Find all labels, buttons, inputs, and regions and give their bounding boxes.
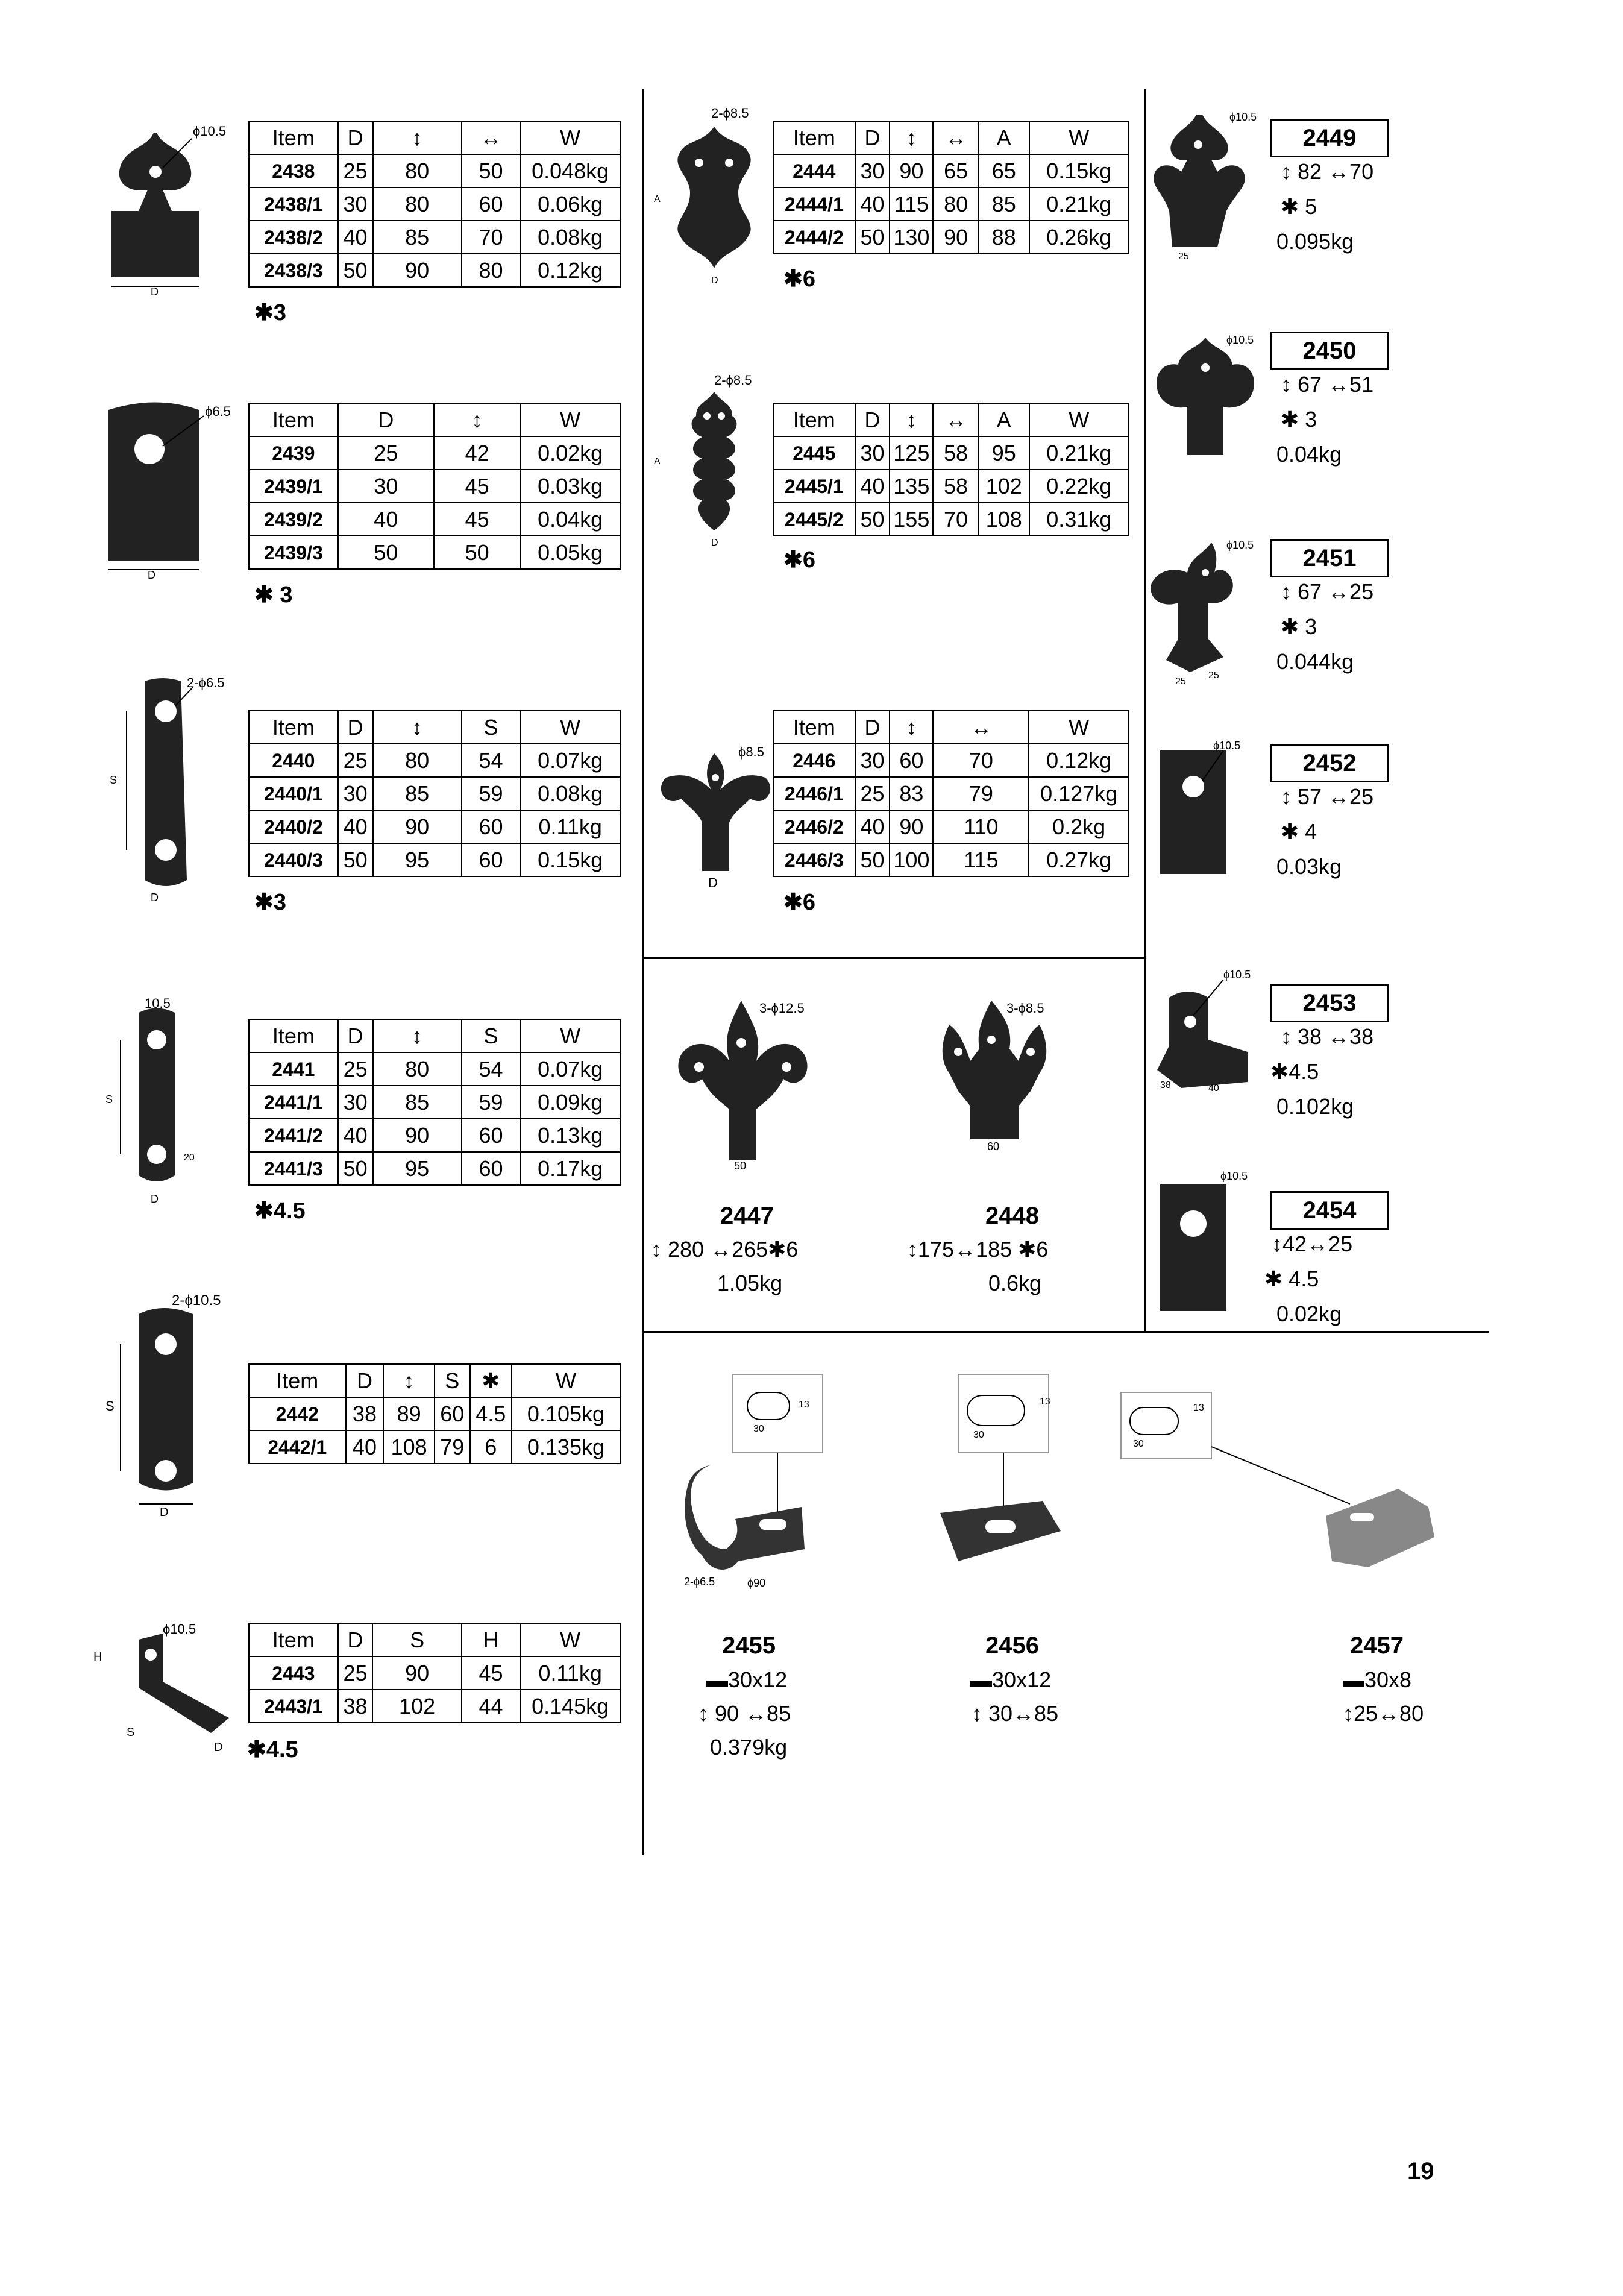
product-2450-image — [1145, 332, 1266, 470]
p2451-25b: 25 — [1208, 670, 1219, 681]
code-2453: 2453 — [1270, 984, 1389, 1022]
p2448-label: 3-ϕ8.5 — [1006, 1001, 1044, 1016]
code-2449: 2449 — [1270, 119, 1389, 157]
p2441-s: S — [105, 1093, 113, 1106]
product-2454-image — [1148, 1166, 1269, 1323]
table-row: 2441 25 80 54 0.07kg — [249, 1052, 620, 1086]
p2447-base: 50 — [734, 1160, 747, 1172]
spec-2450-dims: ↕ 67 ↔51 — [1281, 372, 1374, 397]
p2443-h: H — [93, 1650, 102, 1664]
table-row: 2439/2 40 45 0.04kg — [249, 503, 620, 536]
spec-2454-thick: ✱ 4.5 — [1264, 1266, 1319, 1291]
spec-2452-dims: ↕ 57 ↔25 — [1281, 784, 1374, 809]
code-2448: 2448 — [985, 1203, 1039, 1229]
table-row: 2446/3 50 100 115 0.27kg — [773, 843, 1129, 876]
p2445-a: A — [654, 456, 661, 467]
thickness-note-2446: ✱6 — [783, 890, 815, 915]
spec-2453-thick: ✱4.5 — [1270, 1059, 1319, 1084]
table-row: 2445/1 40 135 58 102 0.22kg — [773, 470, 1129, 503]
table-row: 2446/2 40 90 110 0.2kg — [773, 810, 1129, 843]
table-row: 2440/1 30 85 59 0.08kg — [249, 777, 620, 810]
product-2448-image — [916, 995, 1067, 1175]
spec-2456-dims: ↕ 30↔85 — [972, 1701, 1059, 1726]
spec-2453-weight: 0.102kg — [1276, 1094, 1354, 1119]
table-2439: Item D ↕ W 2439 25 42 0.02kg 2439/1 30 45 0.03kg 2439/2 40 45 0.04kg 2439/3 50 50 0.05kg — [248, 403, 621, 570]
p2455-slot-w: 30 — [753, 1424, 764, 1434]
p2443-s: S — [127, 1726, 135, 1739]
spec-2456-section: ▬30x12 — [970, 1667, 1052, 1692]
table-row: 2440/2 40 90 60 0.11kg — [249, 810, 620, 843]
table-row: 2444/2 50 130 90 88 0.26kg — [773, 221, 1129, 254]
product-2440-image — [102, 675, 247, 904]
spec-2449-weight: 0.095kg — [1276, 229, 1354, 254]
code-2452: 2452 — [1270, 744, 1389, 782]
p2440-s: S — [110, 774, 118, 786]
spec-2451-dims: ↕ 67 ↔25 — [1281, 579, 1374, 604]
spec-2450-weight: 0.04kg — [1276, 442, 1342, 467]
table-row: 2439 25 42 0.02kg — [249, 436, 620, 470]
divider-right — [1144, 89, 1146, 1332]
product-2453-image — [1145, 967, 1272, 1100]
table-row: 2445 30 125 58 95 0.21kg — [773, 436, 1129, 470]
table-row: 2445/2 50 155 70 108 0.31kg — [773, 503, 1129, 536]
product-2445-image — [654, 374, 774, 555]
code-2456: 2456 — [985, 1632, 1039, 1659]
thickness-note-2440: ✱3 — [254, 890, 286, 915]
spec-2449-dims: ↕ 82 ↔70 — [1281, 159, 1374, 184]
page-number: 19 — [1407, 2158, 1434, 2184]
p2439-label: ϕ6.5 — [205, 404, 231, 419]
thickness-note-2441: ✱4.5 — [254, 1198, 306, 1224]
p2443-label: ϕ10.5 — [163, 1621, 196, 1637]
spec-2447-dims: ↕ 280 ↔265✱6 — [651, 1237, 799, 1262]
table-row: 2442 38 89 60 4.5 0.105kg — [249, 1397, 620, 1430]
table-2442: Item D ↕ S ✱ W 2442 38 89 60 4.5 0.105kg 2442/1 40 108 79 6 0.135kg — [248, 1363, 621, 1464]
p2457-slot-h: 13 — [1193, 1403, 1204, 1413]
spec-2455-weight: 0.379kg — [710, 1735, 788, 1760]
p2455-slot-h: 13 — [799, 1400, 809, 1410]
p2442-label: 2-ϕ10.5 — [172, 1292, 221, 1309]
code-2454: 2454 — [1270, 1191, 1389, 1230]
p2450-label: ϕ10.5 — [1226, 334, 1254, 346]
table-row: 2441/3 50 95 60 0.17kg — [249, 1152, 620, 1185]
spec-2450-thick: ✱ 3 — [1281, 407, 1317, 432]
p2456-slot-w: 30 — [973, 1430, 984, 1440]
table-row: 2441/1 30 85 59 0.09kg — [249, 1086, 620, 1119]
p2444-d: D — [711, 275, 718, 286]
thickness-note-2443: ✱4.5 — [247, 1737, 298, 1763]
p2446-label: ϕ8.5 — [738, 744, 764, 760]
code-2455: 2455 — [722, 1632, 776, 1659]
table-row: 2438/1 30 80 60 0.06kg — [249, 187, 620, 221]
table-row: 2444 30 90 65 65 0.15kg — [773, 154, 1129, 187]
table-2438: Item D ↕ ↔ W 2438 25 80 50 0.048kg 2438/1 30 80 60 0.06kg 2438/2 40 85 70 0.08kg 2438/3 50 90 80 0.12kg — [248, 121, 621, 288]
table-row: 2442/1 40 108 79 6 0.135kg — [249, 1430, 620, 1464]
table-row: 2440/3 50 95 60 0.15kg — [249, 843, 620, 876]
p2452-label: ϕ10.5 — [1213, 740, 1241, 752]
spec-2451-thick: ✱ 3 — [1281, 614, 1317, 639]
p2451-25a: 25 — [1175, 676, 1186, 687]
table-2443: Item D S H W 2443 25 90 45 0.11kg 2443/1 38 102 44 0.145kg — [248, 1623, 621, 1723]
spec-2452-thick: ✱ 4 — [1281, 819, 1317, 844]
product-2439-image — [96, 398, 253, 579]
table-2440: Item D ↕ S W 2440 25 80 54 0.07kg 2440/1 30 85 59 0.08kg 2440/2 40 90 60 0.11kg 2440/3 50 95 60 0.15kg — [248, 710, 621, 877]
divider-middle-top — [642, 957, 1144, 959]
table-row: 2438/2 40 85 70 0.08kg — [249, 221, 620, 254]
spec-2454-weight: 0.02kg — [1276, 1301, 1342, 1326]
table-row: 2441/2 40 90 60 0.13kg — [249, 1119, 620, 1152]
p2438-d: D — [151, 286, 159, 298]
thickness-note-2445: ✱6 — [783, 547, 815, 573]
product-2444-image — [654, 102, 774, 289]
p2444-a: A — [654, 194, 661, 204]
p2455-label-a: 2-ϕ6.5 — [684, 1576, 715, 1588]
product-2451-image — [1142, 536, 1269, 693]
product-2443-image — [90, 1615, 259, 1760]
product-2455-image — [675, 1368, 832, 1609]
spec-2451-weight: 0.044kg — [1276, 649, 1354, 674]
p2440-label: 2-ϕ6.5 — [187, 675, 225, 690]
p2448-base: 60 — [987, 1140, 1000, 1153]
p2456-slot-h: 13 — [1040, 1397, 1050, 1407]
product-2442-image — [102, 1290, 259, 1519]
table-2444: Item D ↕ ↔ A W 2444 30 90 65 65 0.15kg 2444/1 40 115 80 85 0.21kg 2444/2 50 130 90 88 0.26kg — [773, 121, 1129, 254]
product-2449-image — [1145, 109, 1266, 265]
table-row: 2443 25 90 45 0.11kg — [249, 1656, 620, 1690]
p2447-label: 3-ϕ12.5 — [759, 1001, 805, 1016]
p2441-20: 20 — [184, 1153, 195, 1163]
spec-2455-section: ▬30x12 — [706, 1667, 788, 1692]
p2451-label: ϕ10.5 — [1226, 539, 1254, 551]
product-2447-image — [663, 995, 820, 1175]
divider-left — [642, 89, 644, 1855]
spec-2452-weight: 0.03kg — [1276, 854, 1342, 879]
spec-2453-dims: ↕ 38 ↔38 — [1281, 1024, 1374, 1049]
spec-2455-dims: ↕ 90 ↔85 — [698, 1701, 791, 1726]
spec-2457-section: ▬30x8 — [1343, 1667, 1412, 1692]
p2455-label-b: ϕ90 — [747, 1577, 766, 1589]
p2445-d: D — [711, 538, 718, 548]
p2442-s: S — [105, 1398, 115, 1414]
table-2445: Item D ↕ ↔ A W 2445 30 125 58 95 0.21kg 2445/1 40 135 58 102 0.22kg 2445/2 50 155 70 108 0.31kg — [773, 403, 1129, 536]
table-row: 2438 25 80 50 0.048kg — [249, 154, 620, 187]
p2444-label: 2-ϕ8.5 — [711, 105, 749, 121]
divider-middle-bottom — [642, 1331, 1489, 1333]
thickness-note-2438: ✱3 — [254, 300, 286, 326]
spec-2447-weight: 1.05kg — [717, 1271, 783, 1295]
spec-2448-weight: 0.6kg — [988, 1271, 1042, 1295]
p2440-d: D — [151, 892, 159, 904]
p2438-label: ϕ10.5 — [193, 124, 227, 139]
p2446-d: D — [708, 875, 718, 890]
code-2447: 2447 — [720, 1203, 774, 1229]
table-row: 2438/3 50 90 80 0.12kg — [249, 254, 620, 287]
p2453-label: ϕ10.5 — [1223, 969, 1251, 981]
table-2446: Item D ↕ ↔ W 2446 30 60 70 0.12kg 2446/1 25 83 79 0.127kg 2446/2 40 90 110 0.2kg 2446/3 50 100 115 0.27kg — [773, 710, 1129, 877]
spec-2454-dims: ↕42↔25 — [1272, 1231, 1353, 1256]
code-2451: 2451 — [1270, 539, 1389, 577]
product-2457-image — [1115, 1380, 1452, 1603]
p2439-d: D — [148, 569, 155, 581]
table-row: 2443/1 38 102 44 0.145kg — [249, 1690, 620, 1723]
p2442-d: D — [160, 1506, 169, 1519]
thickness-note-2444: ✱6 — [783, 266, 815, 292]
p2453-38: 38 — [1160, 1080, 1171, 1090]
table-row: 2446/1 25 83 79 0.127kg — [773, 777, 1129, 810]
p2443-d: D — [214, 1741, 223, 1754]
product-2438-image — [102, 115, 253, 298]
p2441-label: 10.5 — [145, 996, 171, 1011]
p2445-label: 2-ϕ8.5 — [714, 373, 752, 388]
code-2450: 2450 — [1270, 332, 1389, 370]
p2449-label: ϕ10.5 — [1229, 111, 1257, 123]
table-row: 2444/1 40 115 80 85 0.21kg — [773, 187, 1129, 221]
p2457-slot-w: 30 — [1133, 1439, 1144, 1449]
table-row: 2440 25 80 54 0.07kg — [249, 744, 620, 777]
table-2441: Item D ↕ S W 2441 25 80 54 0.07kg 2441/1 30 85 59 0.09kg 2441/2 40 90 60 0.13kg 2441/3 50 95 60 0.17kg — [248, 1019, 621, 1186]
p2449-25: 25 — [1178, 251, 1189, 262]
thickness-note-2439: ✱ 3 — [254, 582, 293, 608]
p2453-40: 40 — [1208, 1083, 1219, 1093]
product-2456-image — [928, 1362, 1085, 1579]
product-2441-image — [102, 995, 247, 1212]
table-row: 2439/1 30 45 0.03kg — [249, 470, 620, 503]
table-row: 2446 30 60 70 0.12kg — [773, 744, 1129, 777]
spec-2448-dims: ↕175↔185 ✱6 — [907, 1237, 1049, 1262]
p2454-label: ϕ10.5 — [1220, 1170, 1248, 1182]
spec-2449-thick: ✱ 5 — [1281, 194, 1317, 219]
code-2457: 2457 — [1350, 1632, 1404, 1659]
p2441-d: D — [151, 1193, 159, 1205]
spec-2457-dims: ↕25↔80 — [1343, 1701, 1424, 1726]
product-2452-image — [1148, 738, 1269, 883]
table-row: 2439/3 50 50 0.05kg — [249, 536, 620, 569]
product-2446-image — [648, 741, 780, 892]
